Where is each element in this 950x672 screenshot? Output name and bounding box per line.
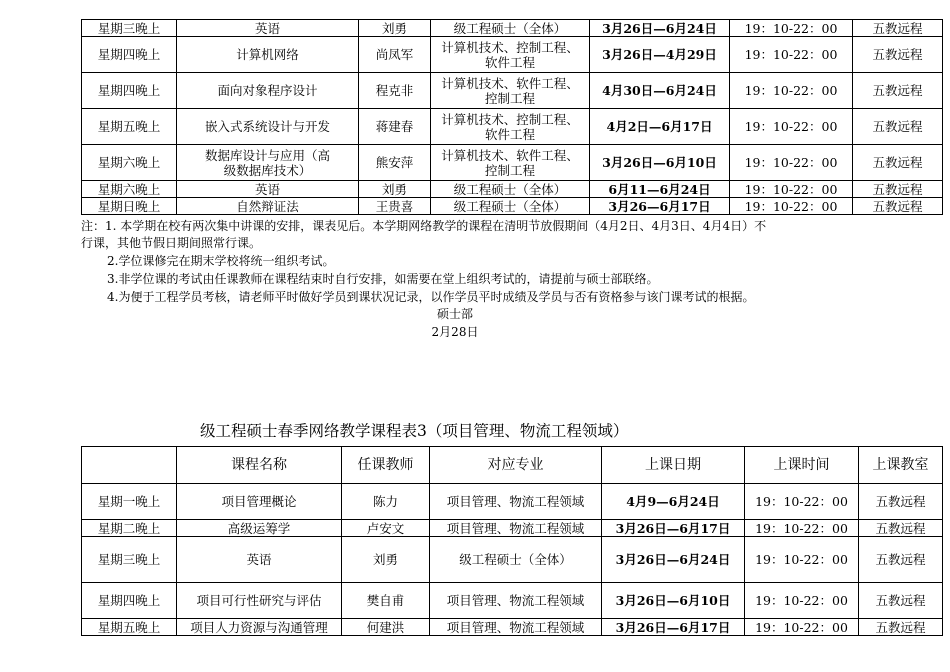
major-cell: 项目管理、物流工程领域 [430,520,602,537]
date-cell: 3月26日—6月24日 [590,20,730,37]
table-row [82,484,943,520]
table-row [82,145,943,181]
note-line-1-cont: 行课，其他节假日期间照常行课。 [81,236,262,250]
room-cell: 五教远程 [853,109,943,145]
major-cell: 计算机技术、控制工程、 软件工程 [431,37,590,73]
weekday-cell: 星期四晚上 [82,37,177,73]
time-cell: 19：10-22：00 [730,198,853,215]
course-cell: 项目管理概论 [177,484,342,520]
date-cell: 3月26—6月17日 [590,198,730,215]
note-line-4: 4.为便于工程学员考核，请老师平时做好学员到课状况记录，以作学员平时成绩及学员与否有资格参与该门课考试的根据。 [107,290,755,304]
date-cell: 3月26日—6月17日 [602,619,745,636]
column-header: 课程名称 [177,447,342,484]
major-cell: 项目管理、物流工程领域 [430,619,602,636]
major-cell: 项目管理、物流工程领域 [430,484,602,520]
date-cell: 3月26日—6月17日 [602,520,745,537]
table-row [82,37,943,73]
course-cell: 自然辩证法 [177,198,359,215]
weekday-cell: 星期四晚上 [82,583,177,619]
teacher-cell: 何建洪 [342,619,430,636]
table-row [82,520,943,537]
table-row [82,619,943,636]
course-cell: 项目人力资源与沟通管理 [177,619,342,636]
major-cell: 级工程硕士（全体） [430,537,602,583]
time-cell: 19：10-22：00 [745,484,859,520]
date-cell: 6月11—6月24日 [590,181,730,198]
table-row [82,583,943,619]
note-line-3: 3.非学位课的考试由任课教师在课程结束时自行安排，如需要在堂上组织考试的，请提前与硕士部联络。 [107,272,659,286]
major-cell: 级工程硕士（全体） [431,20,590,37]
major-cell: 计算机技术、软件工程、 控制工程 [431,145,590,181]
note-line-1: 注：1. 本学期在校有两次集中讲课的安排，课表见后。本学期网络教学的课程在清明节放假期间（4月2日、4月3日、4月4日）不 [81,219,767,233]
teacher-cell: 卢安文 [342,520,430,537]
course-cell: 英语 [177,181,359,198]
time-cell: 19：10-22：00 [730,20,853,37]
column-header [82,447,177,484]
room-cell: 五教远程 [859,619,943,636]
major-cell: 级工程硕士（全体） [431,198,590,215]
course-cell: 计算机网络 [177,37,359,73]
room-cell: 五教远程 [853,20,943,37]
time-cell: 19：10-22：00 [745,619,859,636]
room-cell: 五教远程 [853,73,943,109]
room-cell: 五教远程 [859,520,943,537]
table-row [82,73,943,109]
date-cell: 3月26日—6月24日 [602,537,745,583]
major-cell: 计算机技术、控制工程、 软件工程 [431,109,590,145]
course-cell: 高级运筹学 [177,520,342,537]
room-cell: 五教远程 [853,181,943,198]
time-cell: 19：10-22：00 [745,537,859,583]
schedule-table-2 [81,446,943,636]
teacher-cell: 尚凤军 [359,37,431,73]
time-cell: 19：10-22：00 [730,109,853,145]
teacher-cell: 陈力 [342,484,430,520]
table-row [82,198,943,215]
room-cell: 五教远程 [859,484,943,520]
major-cell: 计算机技术、软件工程、 控制工程 [431,73,590,109]
weekday-cell: 星期三晚上 [82,20,177,37]
date-cell: 4月2日—6月17日 [590,109,730,145]
course-cell: 嵌入式系统设计与开发 [177,109,359,145]
teacher-cell: 蒋建春 [359,109,431,145]
date-cell: 4月9—6月24日 [602,484,745,520]
course-cell: 面向对象程序设计 [177,73,359,109]
teacher-cell: 王贵喜 [359,198,431,215]
weekday-cell: 星期一晚上 [82,484,177,520]
column-header: 对应专业 [430,447,602,484]
note-line-2: 2.学位课修完在期末学校将统一组织考试。 [107,254,335,268]
teacher-cell: 樊自甫 [342,583,430,619]
room-cell: 五教远程 [859,583,943,619]
major-cell: 项目管理、物流工程领域 [430,583,602,619]
course-cell: 项目可行性研究与评估 [177,583,342,619]
major-cell: 级工程硕士（全体） [431,181,590,198]
table-row [82,20,943,37]
column-header: 上课时间 [745,447,859,484]
date-cell: 4月30日—6月24日 [590,73,730,109]
table-2-title: 级工程硕士春季网络教学课程表3（项目管理、物流工程领域） [200,422,629,440]
teacher-cell: 刘勇 [359,20,431,37]
column-header: 上课日期 [602,447,745,484]
teacher-cell: 刘勇 [342,537,430,583]
time-cell: 19：10-22：00 [730,145,853,181]
time-cell: 19：10-22：00 [745,583,859,619]
date-cell: 3月26日—6月10日 [590,145,730,181]
room-cell: 五教远程 [859,537,943,583]
signature: 硕士部 [436,307,473,321]
weekday-cell: 星期日晚上 [82,198,177,215]
column-header: 任课教师 [342,447,430,484]
table-row [82,537,943,583]
weekday-cell: 星期六晚上 [82,181,177,198]
room-cell: 五教远程 [853,145,943,181]
time-cell: 19：10-22：00 [730,37,853,73]
date-cell: 3月26日—4月29日 [590,37,730,73]
time-cell: 19：10-22：00 [745,520,859,537]
room-cell: 五教远程 [853,198,943,215]
room-cell: 五教远程 [853,37,943,73]
course-cell: 数据库设计与应用（高 级数据库技术） [177,145,359,181]
weekday-cell: 星期五晚上 [82,109,177,145]
table-row [82,181,943,198]
course-cell: 英语 [177,537,342,583]
signature-date: 2月28日 [431,325,479,339]
time-cell: 19：10-22：00 [730,181,853,198]
weekday-cell: 星期二晚上 [82,520,177,537]
time-cell: 19：10-22：00 [730,73,853,109]
course-cell: 英语 [177,20,359,37]
teacher-cell: 刘勇 [359,181,431,198]
weekday-cell: 星期三晚上 [82,537,177,583]
weekday-cell: 星期四晚上 [82,73,177,109]
column-header: 上课教室 [859,447,943,484]
schedule-table-1 [81,19,943,215]
date-cell: 3月26日—6月10日 [602,583,745,619]
teacher-cell: 程克非 [359,73,431,109]
weekday-cell: 星期六晚上 [82,145,177,181]
table-row [82,109,943,145]
weekday-cell: 星期五晚上 [82,619,177,636]
teacher-cell: 熊安萍 [359,145,431,181]
